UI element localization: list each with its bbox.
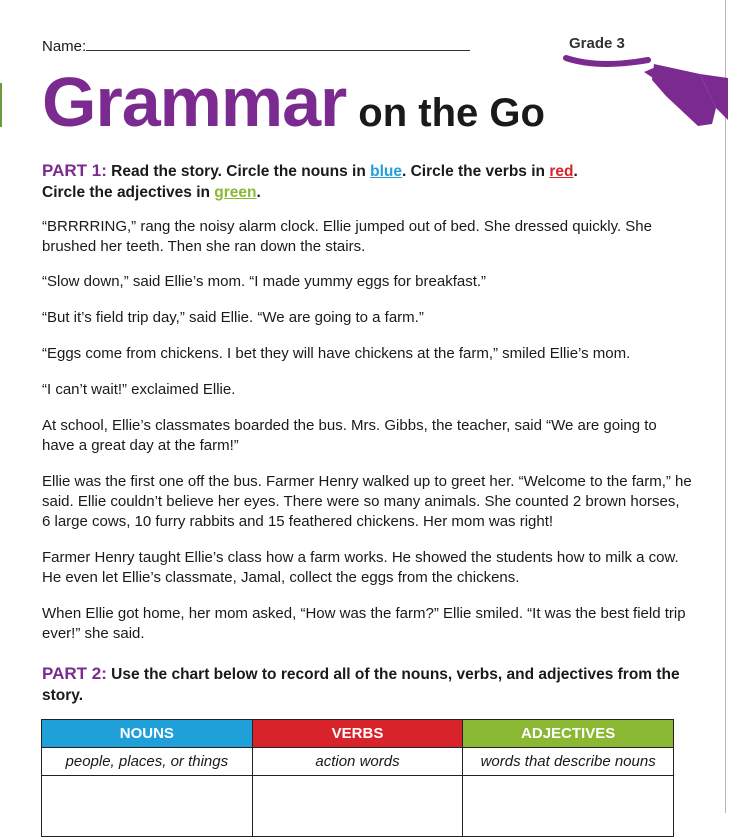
part1-blue-word: blue: [370, 163, 402, 180]
verbs-header: VERBS: [252, 720, 463, 748]
name-field[interactable]: [42, 36, 470, 55]
part1-text-b: . Circle the verbs in: [402, 163, 550, 180]
margin-mark: [0, 83, 2, 127]
verbs-subheader: action words: [252, 748, 463, 776]
part2-text: Use the chart below to record all of the nouns, verbs, and adjectives from the story.: [42, 666, 680, 704]
adjectives-header: ADJECTIVES: [463, 720, 674, 748]
part1-green-word: green: [214, 184, 257, 201]
story-paragraph: Farmer Henry taught Ellie’s class how a farm works. He showed the students how to milk a cow. He even let Ellie’s classmate, Jamal, collect the eggs from the chickens.: [42, 549, 679, 586]
name-line[interactable]: [86, 36, 470, 51]
part2-instructions: [42, 663, 702, 706]
story-paragraph: At school, Ellie’s classmates boarded the bus. Mrs. Gibbs, the teacher, said “We are going to have a great day at the farm!”: [42, 417, 657, 454]
nouns-subheader: people, places, or things: [42, 748, 253, 776]
story-paragraph: “Eggs come from chickens. I bet they will have chickens at the farm,” smiled Ellie’s mom.: [42, 345, 631, 362]
story-paragraph: Ellie was the first one off the bus. Farmer Henry walked up to greet her. “Welcome to the farm,” he said. Ellie couldn’t believe her eyes. There were so many animals. She counted 2 brown horses, 6 large cows, 10 furry rabbits and 15 feathered chickens. Her mom was right!: [42, 473, 692, 530]
part1-text-a: Read the story. Circle the nouns in: [106, 163, 371, 180]
verbs-answer-cell[interactable]: [252, 776, 463, 837]
story-paragraph: “But it’s field trip day,” said Ellie. “We are going to a farm.”: [42, 309, 424, 326]
part1-label: PART 1:: [42, 161, 107, 180]
adjectives-answer-cell[interactable]: [463, 776, 674, 837]
story-paragraph: “Slow down,” said Ellie’s mom. “I made yummy eggs for breakfast.”: [42, 273, 487, 290]
title-sub: on the Go: [358, 91, 545, 135]
part1-red-word: red: [549, 163, 574, 180]
adjectives-subheader: words that describe nouns: [463, 748, 674, 776]
word-chart: [41, 719, 674, 837]
story-paragraph: When Ellie got home, her mom asked, “How was the farm?” Ellie smiled. “It was the best field trip ever!” she said.: [42, 605, 686, 642]
part1-instructions: [42, 160, 702, 203]
part1-text-e: .: [256, 184, 261, 201]
story-paragraph: “I can’t wait!” exclaimed Ellie.: [42, 381, 236, 398]
title-main: Grammar: [42, 63, 347, 141]
marker-icon: [640, 60, 730, 135]
name-label: Name:: [42, 38, 87, 55]
part1-text-c: .: [573, 163, 578, 180]
page-title: [42, 62, 545, 142]
nouns-header: NOUNS: [42, 720, 253, 748]
nouns-answer-cell[interactable]: [42, 776, 253, 837]
story-paragraph: “BRRRRING,” rang the noisy alarm clock. Ellie jumped out of bed. She dressed quickly. She brushed her teeth. Then she ran down the stairs.: [42, 218, 652, 255]
part1-text-d: Circle the adjectives in: [42, 184, 215, 201]
grade-label: Grade 3: [569, 35, 625, 52]
part2-label: PART 2:: [42, 664, 107, 683]
